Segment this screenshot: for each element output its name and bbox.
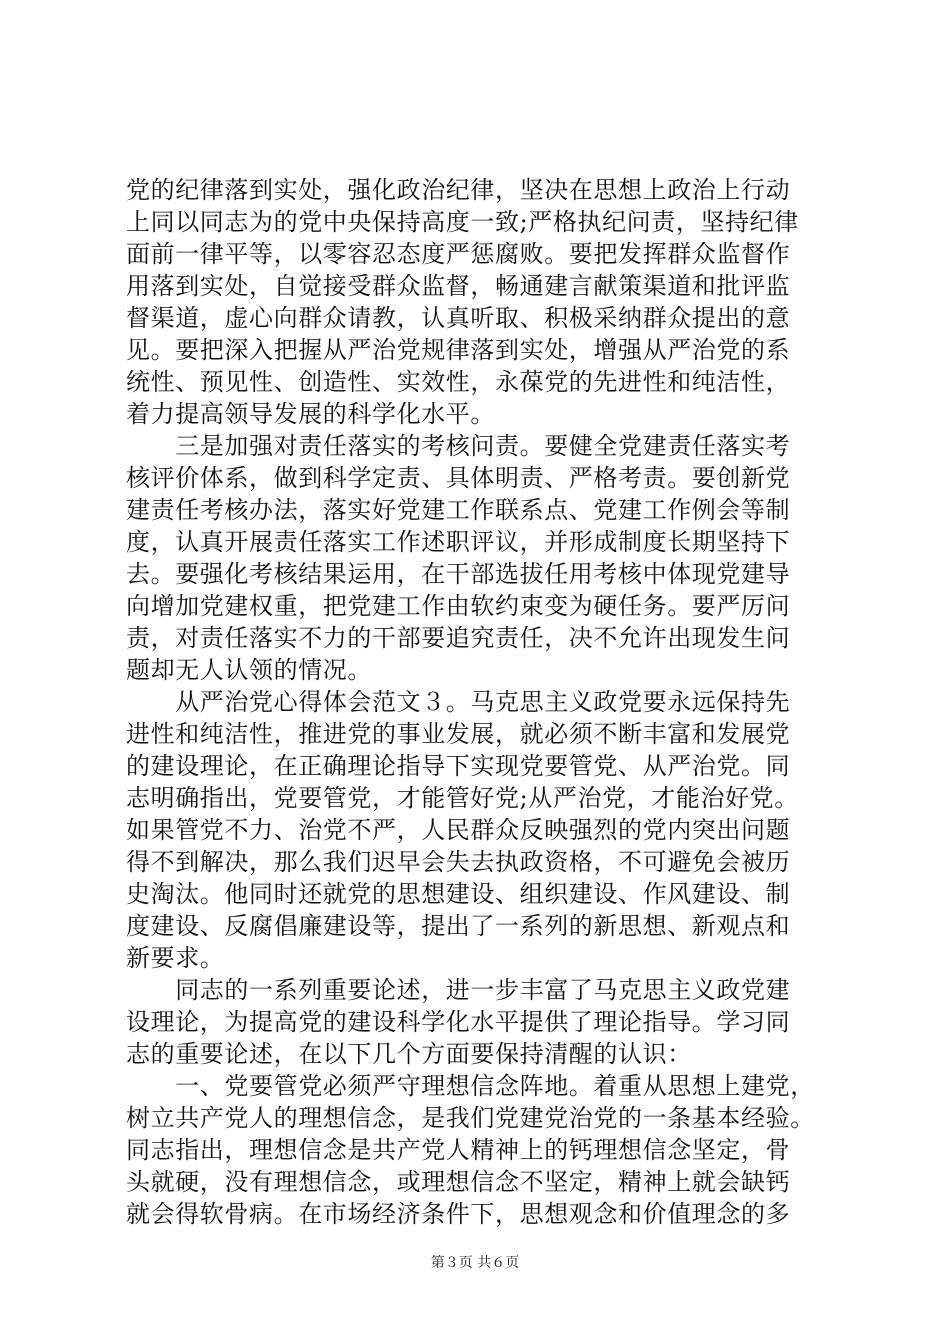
page-footer: 第３页 共６页 — [430, 1255, 520, 1271]
text-line: 一、党要管党必须严守理想信念阵地。着重从思想上建党， — [126, 1072, 815, 1100]
text-line: 设理论，为提高党的建设科学化水平提供了理论指导。学习同 — [126, 1008, 791, 1036]
text-line: 如果管党不力、治党不严，人民群众反映强烈的党内突出问题 — [126, 816, 791, 844]
text-line: 见。要把深入把握从严治党规律落到实处，增强从严治党的系 — [126, 336, 791, 364]
text-line: 督渠道，虚心向群众请教，认真听取、积极采纳群众提出的意 — [126, 304, 791, 332]
text-line: 题却无人认领的情况。 — [126, 656, 372, 684]
text-line: 头就硬，没有理想信念，或理想信念不坚定，精神上就会缺钙 — [126, 1168, 791, 1196]
text-line: 进性和纯洁性，推进党的事业发展，就必须不断丰富和发展党 — [126, 720, 791, 748]
text-line: 统性、预见性、创造性、实效性，永葆党的先进性和纯洁性， — [126, 368, 791, 396]
text-line: 向增加党建权重，把党建工作由软约束变为硬任务。要严厉问 — [126, 592, 791, 620]
text-line: 史淘汰。他同时还就党的思想建设、组织建设、作风建设、制 — [126, 880, 791, 908]
text-line: 党的纪律落到实处，强化政治纪律，坚决在思想上政治上行动 — [126, 176, 791, 204]
text-line: 树立共产党人的理想信念，是我们党建党治党的一条基本经验。 — [126, 1104, 815, 1132]
body-text — [126, 174, 838, 1230]
text-line: 得不到解决，那么我们迟早会失去执政资格，不可避免会被历 — [126, 848, 791, 876]
text-line: 核评价体系，做到科学定责、具体明责、严格考责。要创新党 — [126, 464, 791, 492]
text-line: 志明确指出，党要管党，才能管好党;从严治党，才能治好党。 — [126, 784, 799, 812]
text-line: 就会得软骨病。在市场经济条件下，思想观念和价值理念的多 — [126, 1200, 791, 1228]
text-line: 责，对责任落实不力的干部要追究责任，决不允许出现发生问 — [126, 624, 791, 652]
text-line: 面前一律平等，以零容忍态度严惩腐败。要把发挥群众监督作 — [126, 240, 791, 268]
text-line: 度建设、反腐倡廉建设等，提出了一系列的新思想、新观点和 — [126, 912, 791, 940]
text-line: 去。要强化考核结果运用，在干部选拔任用考核中体现党建导 — [126, 560, 791, 588]
text-line: 的建设理论，在正确理论指导下实现党要管党、从严治党。同 — [126, 752, 791, 780]
text-line: 建责任考核办法，落实好党建工作联系点、党建工作例会等制 — [126, 496, 791, 524]
text-line: 志的重要论述，在以下几个方面要保持清醒的认识： — [126, 1040, 692, 1068]
text-line: 三是加强对责任落实的考核问责。要健全党建责任落实考 — [126, 432, 791, 460]
text-line: 同志的一系列重要论述，进一步丰富了马克思主义政党建 — [126, 976, 791, 1004]
text-line: 同志指出，理想信念是共产党人精神上的钙理想信念坚定，骨 — [126, 1136, 791, 1164]
text-line: 从严治党心得体会范文３。马克思主义政党要永远保持先 — [126, 688, 791, 716]
text-line: 度，认真开展责任落实工作述职评议，并形成制度长期坚持下 — [126, 528, 791, 556]
text-line: 用落到实处，自觉接受群众监督，畅通建言献策渠道和批评监 — [126, 272, 791, 300]
text-line: 上同以同志为的党中央保持高度一致;严格执纪问责，坚持纪律 — [126, 208, 799, 236]
text-line: 着力提高领导发展的科学化水平。 — [126, 400, 495, 428]
text-line: 新要求。 — [126, 944, 225, 972]
